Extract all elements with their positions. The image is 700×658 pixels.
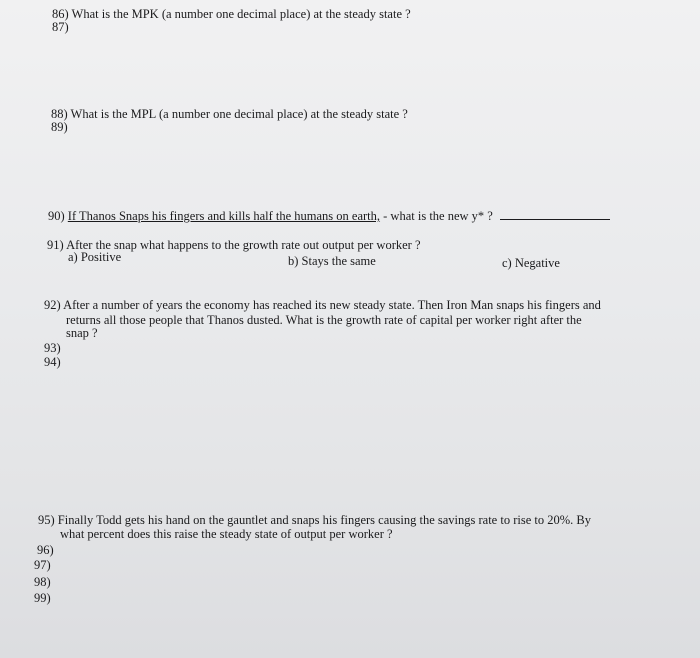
question-95-line-2: what percent does this raise the steady state of output per worker ? bbox=[60, 527, 393, 541]
question-86: 86) What is the MPK (a number one decimal place) at the steady state ? bbox=[52, 7, 411, 21]
answer-label-96: 96) bbox=[37, 543, 54, 557]
answer-label-97: 97) bbox=[34, 558, 51, 572]
answer-label-94: 94) bbox=[44, 355, 61, 369]
answer-label-98: 98) bbox=[34, 575, 51, 589]
option-91-c: c) Negative bbox=[502, 256, 560, 270]
answer-label-93: 93) bbox=[44, 341, 61, 355]
question-92-line-2: returns all those people that Thanos dusted. What is the growth rate of capital per worker right after the bbox=[66, 313, 582, 327]
question-92-line-3: snap ? bbox=[66, 326, 98, 340]
answer-label-99: 99) bbox=[34, 591, 51, 605]
question-92-line-1: 92) After a number of years the economy has reached its new steady state. Then Iron Man snaps his fingers and bbox=[44, 298, 601, 312]
answer-label-89: 89) bbox=[51, 120, 68, 134]
question-90-number: 90) bbox=[48, 209, 65, 223]
question-90-underlined-text: If Thanos Snaps his fingers and kills half the humans on earth, bbox=[67, 209, 381, 223]
question-90-suffix: - what is the new y* ? bbox=[380, 209, 493, 223]
question-91: 91) After the snap what happens to the growth rate out output per worker ? bbox=[47, 238, 421, 252]
option-91-a: a) Positive bbox=[68, 250, 122, 264]
option-91-b: b) Stays the same bbox=[288, 254, 376, 268]
answer-blank-90[interactable] bbox=[500, 207, 610, 220]
question-90 bbox=[48, 207, 610, 224]
question-88: 88) What is the MPL (a number one decimal place) at the steady state ? bbox=[51, 107, 408, 121]
question-95-line-1: 95) Finally Todd gets his hand on the gauntlet and snaps his fingers causing the savings rate to rise to 20%. By bbox=[38, 513, 591, 527]
answer-label-87: 87) bbox=[52, 20, 69, 34]
